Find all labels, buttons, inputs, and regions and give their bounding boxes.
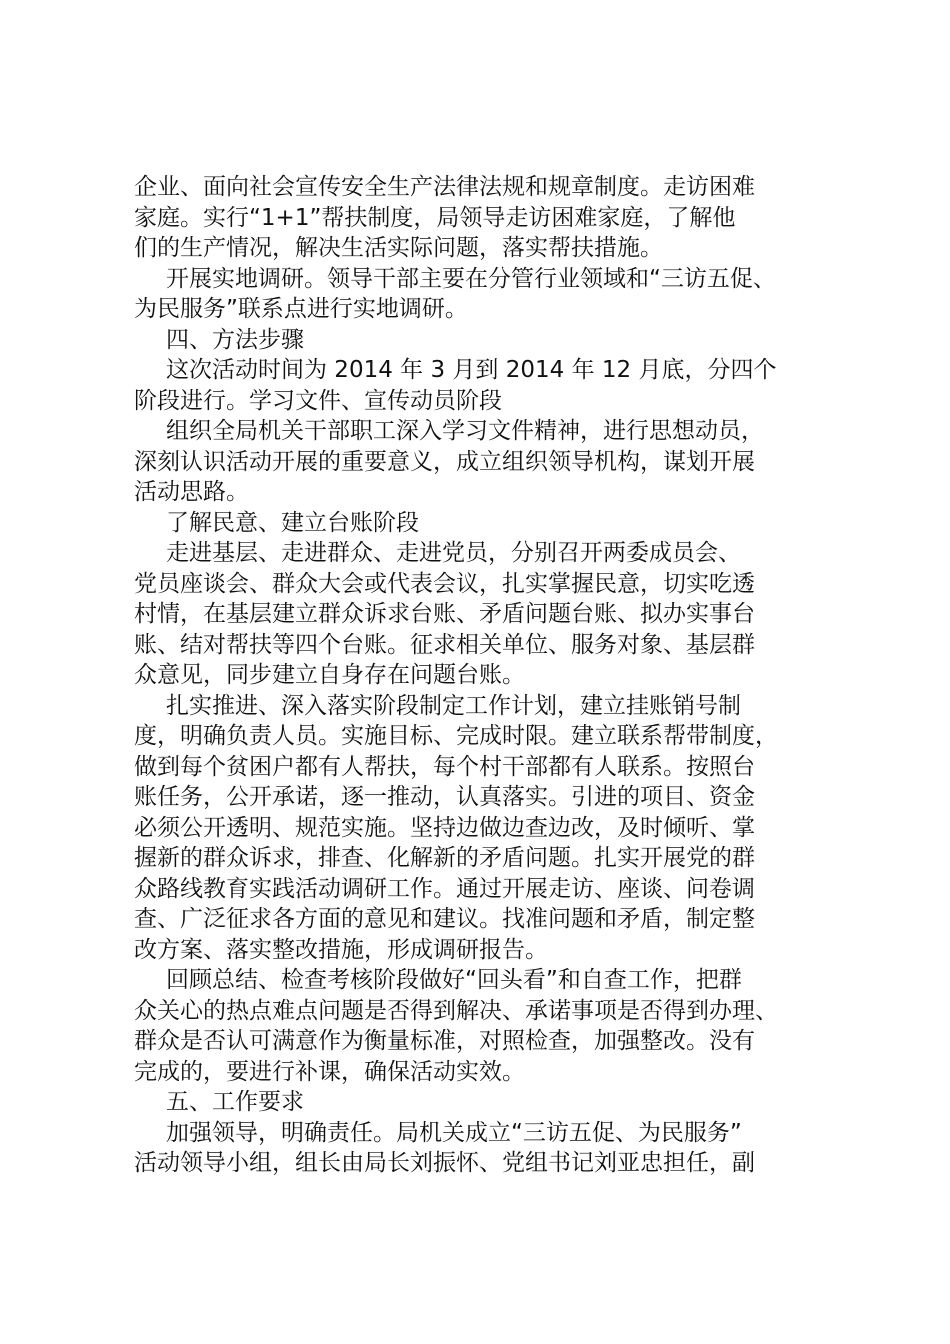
text-line: 完成的，要进行补课，确保活动实效。 xyxy=(134,1058,525,1085)
text-line: 为民服务”联系点进行实地调研。 xyxy=(134,296,468,322)
text-line: 村情，在基层建立群众诉求台账、矛盾问题台账、拟办实事台 xyxy=(134,601,755,627)
text-line: 家庭。实行“1+1”帮扶制度，局领导走访困难家庭，了解他 xyxy=(134,204,736,231)
text-line: 了解民意、建立台账阶段 xyxy=(166,509,419,536)
document-body xyxy=(134,172,854,1179)
text-line: 改方案、落实整改措施，形成调研报告。 xyxy=(134,936,548,963)
text-line: 做到每个贫困户都有人帮扶，每个村干部都有人联系。按照台 xyxy=(134,753,755,780)
text-line: 度，明确负责人员。实施目标、完成时限。建立联系帮带制度， xyxy=(134,723,778,749)
text-line: 查、广泛征求各方面的意见和建议。找准问题和矛盾，制定整 xyxy=(134,906,755,932)
text-line: 们的生产情况，解决生活实际问题，落实帮扶措施。 xyxy=(134,235,663,261)
text-line: 众意见，同步建立自身存在问题台账。 xyxy=(134,662,525,688)
text-line: 阶段进行。学习文件、宣传动员阶段 xyxy=(134,387,502,414)
text-line: 开展实地调研。领导干部主要在分管行业领域和“三访五促、 xyxy=(166,265,776,292)
text-line: 五、工作要求 xyxy=(166,1089,304,1115)
text-line: 账任务，公开承诺，逐一推动，认真落实。引进的项目、资金 xyxy=(134,784,755,810)
text-line: 深刻认识活动开展的重要意义，成立组织领导机构，谋划开展 xyxy=(134,448,755,475)
text-line: 党员座谈会、群众大会或代表会议，扎实掌握民意，切实吃透 xyxy=(134,570,755,597)
text-line: 活动思路。 xyxy=(134,479,249,505)
text-line: 众路线教育实践活动调研工作。通过开展走访、座谈、问卷调 xyxy=(134,875,755,902)
text-line: 回顾总结、检查考核阶段做好“回头看”和自查工作，把群 xyxy=(166,967,742,993)
text-line: 活动领导小组，组长由局长刘振怀、党组书记刘亚忠担任，副 xyxy=(134,1150,755,1176)
text-line: 这次活动时间为 2014 年 3 月到 2014 年 12 月底，分四个 xyxy=(166,357,777,383)
text-line: 众关心的热点难点问题是否得到解决、承诺事项是否得到办理、 xyxy=(134,997,778,1024)
text-line: 企业、面向社会宣传安全生产法律法规和规章制度。走访困难 xyxy=(134,174,755,200)
text-line: 扎实推进、深入落实阶段制定工作计划，建立挂账销号制 xyxy=(166,692,741,719)
text-line: 必须公开透明、规范实施。坚持边做边查边改，及时倾听、掌 xyxy=(134,814,755,841)
text-line: 握新的群众诉求，排查、化解新的矛盾问题。扎实开展党的群 xyxy=(134,845,755,871)
text-line: 加强领导，明确责任。局机关成立“三访五促、为民服务” xyxy=(166,1119,742,1146)
text-line: 四、方法步骤 xyxy=(166,326,304,353)
text-line: 群众是否认可满意作为衡量标准，对照检查，加强整改。没有 xyxy=(134,1028,755,1054)
text-line: 账、结对帮扶等四个台账。征求相关单位、服务对象、基层群 xyxy=(134,631,755,658)
text-line: 组织全局机关干部职工深入学习文件精神，进行思想动员， xyxy=(166,418,764,444)
text-line: 走进基层、走进群众、走进党员，分别召开两委成员会、 xyxy=(166,540,741,566)
